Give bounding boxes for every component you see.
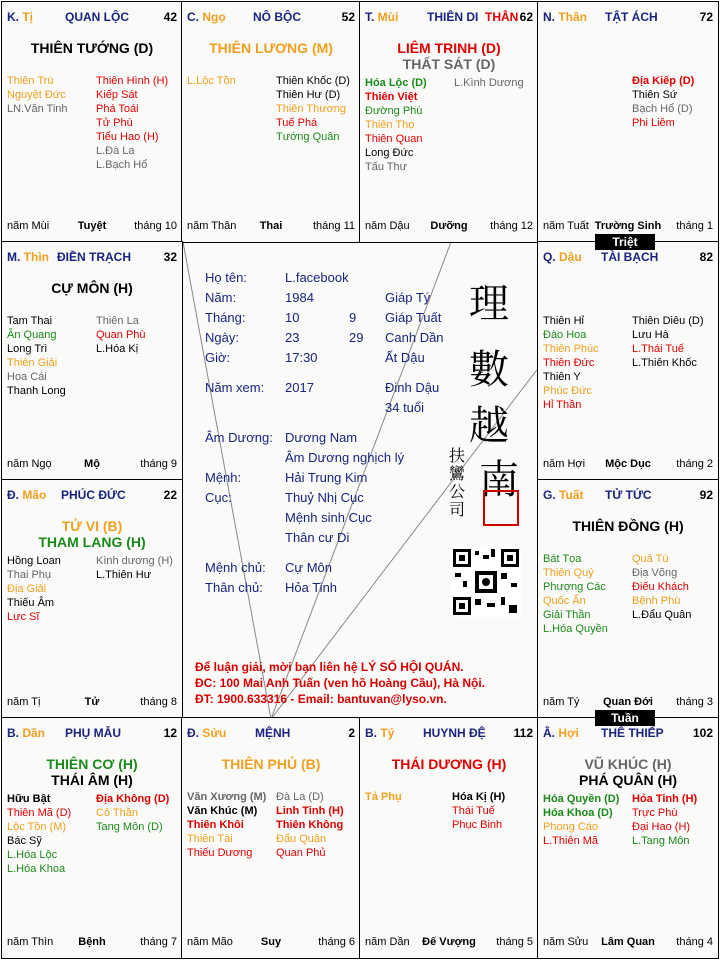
palace-than[interactable] [537, 1, 719, 243]
minor-star: Điếu Khách [632, 581, 689, 593]
minor-star: Địa Không (D) [96, 793, 170, 805]
minor-star: Hồng Loan [7, 555, 61, 567]
info-label: Giờ: [205, 350, 231, 365]
minor-stars-left [7, 792, 71, 876]
minor-star: Thiên Quan [365, 133, 423, 145]
palace-phase: Lâm Quan [601, 936, 655, 948]
palace-year: năm Sửu [543, 936, 589, 948]
minor-star: L.Lộc Tồn [187, 75, 236, 87]
minor-star: Thiên Khốc (D) [276, 75, 350, 87]
minor-stars-left [365, 76, 427, 174]
minor-star: Phục Binh [452, 819, 503, 831]
palace-month: tháng 11 [312, 220, 355, 232]
minor-star: Lưu Hà [632, 329, 669, 341]
palace-branch: B. Tý [365, 726, 395, 740]
minor-star: L.Hóa Quyền [543, 623, 608, 635]
info-value: L.facebook [285, 270, 349, 285]
palace-branch: N. Thân [543, 10, 588, 24]
palace-header [543, 726, 713, 742]
minor-star: Đại Hao (H) [632, 821, 691, 833]
palace-phase: Thai [259, 220, 283, 232]
minor-star: Tam Thai [7, 315, 53, 327]
minor-star: Thiên Tài [187, 833, 233, 845]
palace-branch: T. Mùi [365, 10, 399, 24]
minor-star: Lộc Tồn (M) [7, 821, 67, 833]
minor-star: L.Tang Môn [632, 835, 690, 847]
minor-star: Giải Thần [543, 609, 591, 621]
minor-stars-left [543, 792, 619, 848]
palace-header [365, 10, 533, 26]
minor-star: Thiên Trù [7, 75, 54, 87]
palace-phase: Trường Sinh [594, 220, 662, 232]
minor-star: Quốc Ấn [543, 595, 586, 607]
minor-stars-right [632, 74, 694, 130]
palace-year: năm Mão [187, 936, 233, 948]
minor-star: Thiên Y [543, 371, 581, 383]
minor-star: Văn Khúc (M) [187, 805, 258, 817]
palace-number: 52 [341, 10, 355, 24]
minor-star: Thiên Thọ [365, 119, 415, 131]
minor-star: L.Hóa Lộc [7, 849, 58, 861]
minor-star: Kình dương (H) [96, 555, 173, 567]
calligraphy-char-1: 理 [469, 281, 509, 327]
info-label: Mệnh: [205, 470, 242, 485]
minor-star: Ân Quang [7, 329, 57, 341]
palace-branch: C. Ngọ [187, 10, 226, 24]
palace-dau[interactable] [537, 241, 719, 481]
palace-mao[interactable] [1, 479, 183, 719]
calligraphy-char-2: 數 [469, 347, 509, 393]
palace-phase: Mộ [84, 458, 100, 470]
minor-star: Địa Giải [7, 583, 47, 595]
minor-star: L.Kình Dương [454, 77, 524, 89]
palace-year: năm Tý [543, 696, 580, 708]
palace-footer [365, 936, 533, 950]
info-label: Mệnh chủ: [205, 560, 266, 575]
palace-header [7, 10, 177, 26]
palace-number: 92 [699, 488, 713, 502]
minor-star: L.Hóa Khoa [7, 863, 66, 875]
palace-month: tháng 5 [496, 936, 533, 948]
minor-star: Tang Môn (D) [96, 821, 163, 833]
minor-star: Hóa Kị (H) [452, 791, 506, 803]
palace-name: TỬ TỨC [605, 488, 652, 502]
minor-star: Phá Toái [96, 103, 139, 115]
minor-star: Tuế Phá [276, 117, 318, 129]
palace-dan[interactable] [1, 717, 183, 959]
palace-phase: Suy [260, 936, 282, 948]
info-label: Thân chủ: [205, 580, 263, 595]
palace-number: 22 [163, 488, 177, 502]
palace-mui[interactable] [359, 1, 539, 243]
info-label: Tháng: [205, 310, 246, 325]
palace-number: 62 [519, 10, 533, 24]
palace-footer [543, 696, 713, 710]
main-star: TỬ VI (B) [61, 518, 123, 534]
minor-star: Đào Hoa [543, 329, 587, 341]
minor-star: Kiếp Sát [96, 89, 138, 101]
info-label: Năm: [205, 290, 237, 305]
minor-star: L.Đẩu Quân [632, 609, 692, 621]
main-star: THAM LANG (H) [38, 534, 146, 550]
palace-month: tháng 7 [140, 936, 177, 948]
info-value: 1984 [285, 290, 314, 305]
info-value: Mệnh sinh Cục [285, 510, 372, 525]
small-callig-1: 扶 [449, 446, 466, 465]
palace-year: năm Ngọ [7, 458, 52, 470]
main-star: PHÁ QUÂN (H) [579, 772, 677, 788]
minor-stars-left [7, 314, 66, 398]
palace-number: 2 [348, 726, 355, 740]
info-value-canchi: Đinh Dậu [385, 380, 440, 395]
minor-stars-right [276, 74, 350, 144]
minor-star: Hỏa Tinh (H) [632, 793, 698, 805]
minor-star: Thiên Khôi [187, 819, 244, 831]
minor-star: Hoa Cái [7, 371, 47, 383]
center-info-panel [183, 242, 539, 719]
minor-star: Thiên Mã (D) [7, 807, 72, 819]
minor-star: Thiên Hình (H) [96, 75, 169, 87]
palace-name: THÊ THIẾP [601, 726, 664, 740]
palace-name: NÔ BỘC [253, 10, 301, 24]
minor-star: Tướng Quân [276, 131, 340, 143]
small-callig-2: 鸞 [449, 464, 466, 483]
palace-phase: Dưỡng [430, 220, 468, 232]
palace-ty[interactable] [1, 1, 183, 243]
palace-branch: M. Thìn [7, 250, 49, 264]
minor-star: L.Bạch Hổ [96, 159, 148, 171]
minor-star: Quan Phù [96, 329, 146, 341]
minor-star: Hóa Quyền (D) [543, 793, 620, 805]
palace-header [7, 726, 177, 742]
qr-code [451, 547, 521, 617]
minor-stars-left [7, 554, 61, 624]
palace-year: năm Dần [365, 936, 410, 948]
minor-stars-right [276, 790, 344, 860]
palace-tuat[interactable] [537, 479, 719, 719]
minor-star: Thiên Hỉ [543, 315, 584, 327]
info-value: Thân cư Di [285, 530, 350, 545]
palace-hoi[interactable] [537, 717, 719, 959]
minor-star: L.Thiên Hư [96, 569, 152, 581]
palace-month: tháng 10 [134, 220, 177, 232]
info-value: Cự Môn [285, 560, 332, 575]
minor-star: Địa Kiếp (D) [632, 75, 695, 87]
palace-branch: Q. Dậu [543, 250, 582, 264]
palace-year: năm Thân [187, 220, 237, 232]
minor-star: Phi Liêm [632, 117, 675, 129]
minor-star: Bác Sỹ [7, 835, 42, 847]
info-value: Hải Trung Kim [285, 470, 368, 485]
minor-star: Quan Phủ [276, 847, 326, 859]
palace-header [543, 10, 713, 26]
main-star: THÁI ÂM (H) [51, 772, 133, 788]
minor-star: Đẩu Quân [276, 833, 327, 845]
minor-star: Lực Sĩ [7, 611, 40, 623]
minor-star: Thiên Diêu (D) [632, 315, 704, 327]
minor-stars-left [543, 314, 599, 412]
palace-month: tháng 1 [676, 220, 713, 232]
palace-footer [7, 220, 177, 234]
minor-star: Nguyệt Đức [7, 89, 66, 101]
palace-footer [7, 936, 177, 950]
palace-header [543, 250, 713, 266]
minor-star: Thiếu Dương [187, 847, 253, 859]
palace-year: năm Mùi [7, 220, 50, 232]
minor-star: L.Thiên Khốc [632, 357, 697, 369]
minor-star: Thiên Quý [543, 567, 594, 579]
minor-star: Hữu Bật [7, 793, 51, 805]
minor-star: L.Đà La [96, 145, 135, 157]
minor-star: L.Hóa Kị [96, 343, 139, 355]
main-star: VŨ KHÚC (H) [584, 756, 672, 772]
info-value-lunar: 9 [349, 310, 357, 325]
minor-stars-right [96, 554, 173, 582]
palace-year: năm Hợi [543, 458, 586, 470]
info-value: 23 [285, 330, 300, 345]
palace-footer [7, 458, 177, 472]
small-callig-4: 司 [449, 500, 466, 519]
info-label: Ngày: [205, 330, 239, 345]
minor-star: Thiên Sứ [632, 89, 678, 101]
minor-star: Thanh Long [7, 385, 66, 397]
palace-number: 42 [163, 10, 177, 24]
palace-name: QUAN LỘC [65, 10, 129, 24]
small-callig-3: 公 [449, 482, 466, 501]
palace-year: năm Thìn [7, 936, 54, 948]
palace-header [7, 488, 177, 504]
palace-phase: Tử [84, 696, 100, 708]
minor-star: L.Thái Tuế [632, 343, 684, 355]
palace-number: 72 [699, 10, 713, 24]
palace-phase: Mộc Dục [605, 458, 651, 470]
palace-header [365, 726, 533, 742]
minor-stars-right [96, 314, 146, 356]
palace-footer [543, 936, 713, 950]
minor-stars-right [96, 74, 168, 172]
minor-star: Long Trì [7, 343, 48, 355]
palace-month: tháng 6 [318, 936, 355, 948]
minor-star: Thiếu Âm [7, 597, 55, 609]
minor-star: Trực Phù [632, 807, 678, 819]
palace-name: THIÊN DI [427, 10, 479, 24]
calligraphy-char-3: 越 [469, 403, 509, 449]
horoscope-chart [1, 1, 719, 959]
company-calligraphy [449, 447, 467, 519]
info-value-canchi: Ất Dậu [385, 350, 425, 365]
minor-star: Thiên La [96, 315, 139, 327]
palace-suu[interactable] [181, 717, 361, 959]
minor-star: Thiên Thương [276, 103, 347, 115]
minor-star: Bát Tọa [543, 553, 582, 565]
minor-star: Thiên Việt [365, 91, 418, 103]
palace-phase: Tuyệt [77, 220, 107, 232]
palace-branch: B. Dần [7, 726, 46, 740]
info-value: 10 [285, 310, 300, 325]
tuan-badge: Tuần [595, 710, 655, 726]
red-seal [483, 490, 519, 526]
calligraphy-char-4: 南 [479, 457, 519, 503]
palace-header [187, 726, 355, 742]
palace-header [7, 250, 177, 266]
palace-name: TẬT ÁCH [605, 10, 658, 24]
palace-name: PHÚC ĐỨC [61, 488, 126, 502]
minor-stars-left [7, 74, 68, 116]
info-value-canchi: Giáp Tuất [385, 310, 442, 325]
palace-phase: Bệnh [78, 936, 106, 948]
minor-star: Phượng Các [543, 581, 606, 593]
main-star: THIÊN PHỦ (B) [221, 756, 321, 772]
contact-line-3: ĐT: 1900.633316 - Email: bantuvan@lyso.vn. [195, 692, 447, 706]
palace-branch: G. Tuất [543, 488, 584, 502]
minor-star: Quả Tú [632, 553, 669, 565]
minor-star: Đường Phù [365, 105, 423, 117]
minor-star: Thiên Không [276, 819, 344, 831]
minor-star: Thiên Hư (D) [276, 89, 341, 101]
minor-star: LN.Văn Tinh [7, 103, 68, 115]
main-star: THẤT SÁT (D) [402, 56, 496, 72]
info-value-canchi: 34 tuổi [385, 400, 425, 415]
palace-branch: K. Tị [7, 10, 34, 24]
minor-star: Hóa Lộc (D) [365, 77, 427, 89]
palace-number: 32 [163, 250, 177, 264]
minor-star: Thái Tuế [452, 805, 495, 817]
info-value: 2017 [285, 380, 314, 395]
palace-year: năm Tị [7, 696, 41, 708]
palace-footer [365, 220, 533, 234]
minor-stars-left [543, 552, 608, 636]
info-value: Hỏa Tinh [285, 580, 338, 595]
minor-star: Tiểu Hao (H) [96, 131, 159, 143]
palace-branch: Đ. Sửu [187, 726, 227, 740]
minor-stars-left [365, 790, 402, 804]
minor-stars-right [632, 314, 704, 370]
info-value-canchi: Canh Dần [385, 330, 444, 345]
minor-star: Phúc Đức [543, 385, 592, 397]
info-label: Âm Dương: [205, 430, 273, 445]
info-label: Năm xem: [205, 380, 265, 395]
palace-name: PHỤ MẪU [65, 726, 121, 740]
palace-month: tháng 2 [676, 458, 713, 470]
minor-stars-right [632, 792, 697, 848]
info-label: Cục: [205, 490, 232, 505]
palace-thin[interactable] [1, 241, 183, 481]
palace-footer [187, 936, 355, 950]
info-value: Dương Nam [285, 430, 358, 445]
palace-header [187, 10, 355, 26]
main-star: CỰ MÔN (H) [51, 280, 133, 296]
main-star: THIÊN LƯƠNG (M) [209, 40, 333, 56]
palace-month: tháng 8 [140, 696, 177, 708]
contact-line-2: ĐC: 100 Mai Anh Tuấn (ven hồ Hoàng Cầu), Hà Nội. [195, 676, 486, 690]
palace-number: 12 [163, 726, 177, 740]
palace-footer [543, 458, 713, 472]
minor-star: Linh Tinh (H) [276, 805, 344, 817]
minor-stars-right [452, 790, 505, 832]
minor-star: Hỉ Thần [543, 399, 582, 411]
minor-star: Bệnh Phù [632, 595, 681, 607]
palace-name: HUYNH ĐỆ [423, 726, 486, 740]
minor-stars-right [454, 76, 524, 90]
main-star: LIÊM TRINH (D) [397, 40, 501, 56]
palace-number: 82 [699, 250, 713, 264]
minor-star: Thiên Giải [7, 357, 58, 369]
minor-star: Tấu Thư [365, 161, 408, 173]
palace-branch: Â. Hợi [543, 726, 579, 740]
info-value-canchi: Giáp Tý [385, 290, 431, 305]
palace-branch: Đ. Mão [7, 488, 47, 502]
minor-star: Văn Xương (M) [187, 791, 267, 803]
info-value: Thuỷ Nhị Cục [285, 490, 364, 505]
minor-star: Thiên Phúc [543, 343, 599, 355]
minor-star: Bạch Hổ (D) [632, 103, 693, 115]
palace-number: 102 [692, 726, 713, 740]
palace-month: tháng 9 [140, 458, 177, 470]
palace-footer [7, 696, 177, 710]
minor-star: Tả Phụ [365, 791, 402, 803]
minor-star: Tử Phù [96, 117, 133, 129]
minor-star: Địa Võng [632, 567, 678, 579]
minor-star: Hóa Khoa (D) [543, 807, 613, 819]
palace-year: năm Dậu [365, 220, 410, 232]
palace-name: MỆNH [255, 726, 291, 740]
palace-ngo[interactable] [181, 1, 361, 243]
palace-ty2[interactable] [359, 717, 539, 959]
minor-stars-left [187, 74, 236, 88]
than-marker: THÂN [485, 10, 519, 24]
palace-footer [543, 220, 713, 234]
main-star: THÁI DƯƠNG (H) [391, 756, 507, 772]
palace-footer [187, 220, 355, 234]
palace-header [543, 488, 713, 504]
palace-phase: Quan Đới [603, 696, 653, 708]
minor-star: L.Thiên Mã [543, 835, 599, 847]
minor-star: Phong Cáo [543, 821, 599, 833]
main-star: THIÊN TƯỚNG (D) [30, 40, 154, 56]
minor-stars-right [96, 792, 169, 834]
minor-stars-right [632, 552, 691, 622]
palace-month: tháng 4 [676, 936, 713, 948]
palace-year: năm Tuất [543, 220, 589, 232]
palace-name: TÀI BẠCH [601, 250, 659, 264]
minor-star: Long Đức [365, 147, 414, 159]
info-value: Âm Dương nghịch lý [285, 450, 405, 465]
contact-line-1: Để luận giải, mời bạn liên hệ LÝ SỐ HỘI QUÁN. [195, 660, 464, 674]
palace-month: tháng 3 [676, 696, 713, 708]
main-star: THIÊN CƠ (H) [46, 756, 138, 772]
palace-month: tháng 12 [490, 220, 533, 232]
minor-stars-left [187, 790, 266, 860]
palace-phase: Đế Vượng [422, 936, 476, 948]
minor-star: Cô Thần [96, 807, 138, 819]
palace-number: 112 [513, 726, 533, 740]
info-label: Họ tên: [205, 270, 247, 285]
minor-star: Đà La (D) [276, 791, 324, 803]
main-star: THIÊN ĐỒNG (H) [572, 518, 684, 534]
palace-name: ĐIỀN TRẠCH [57, 250, 131, 264]
minor-star: Thai Phụ [7, 569, 52, 581]
triet-badge: Triệt [595, 234, 655, 250]
minor-star: Thiên Đức [543, 357, 595, 369]
info-value-lunar: 29 [349, 330, 364, 345]
info-value: 17:30 [285, 350, 318, 365]
